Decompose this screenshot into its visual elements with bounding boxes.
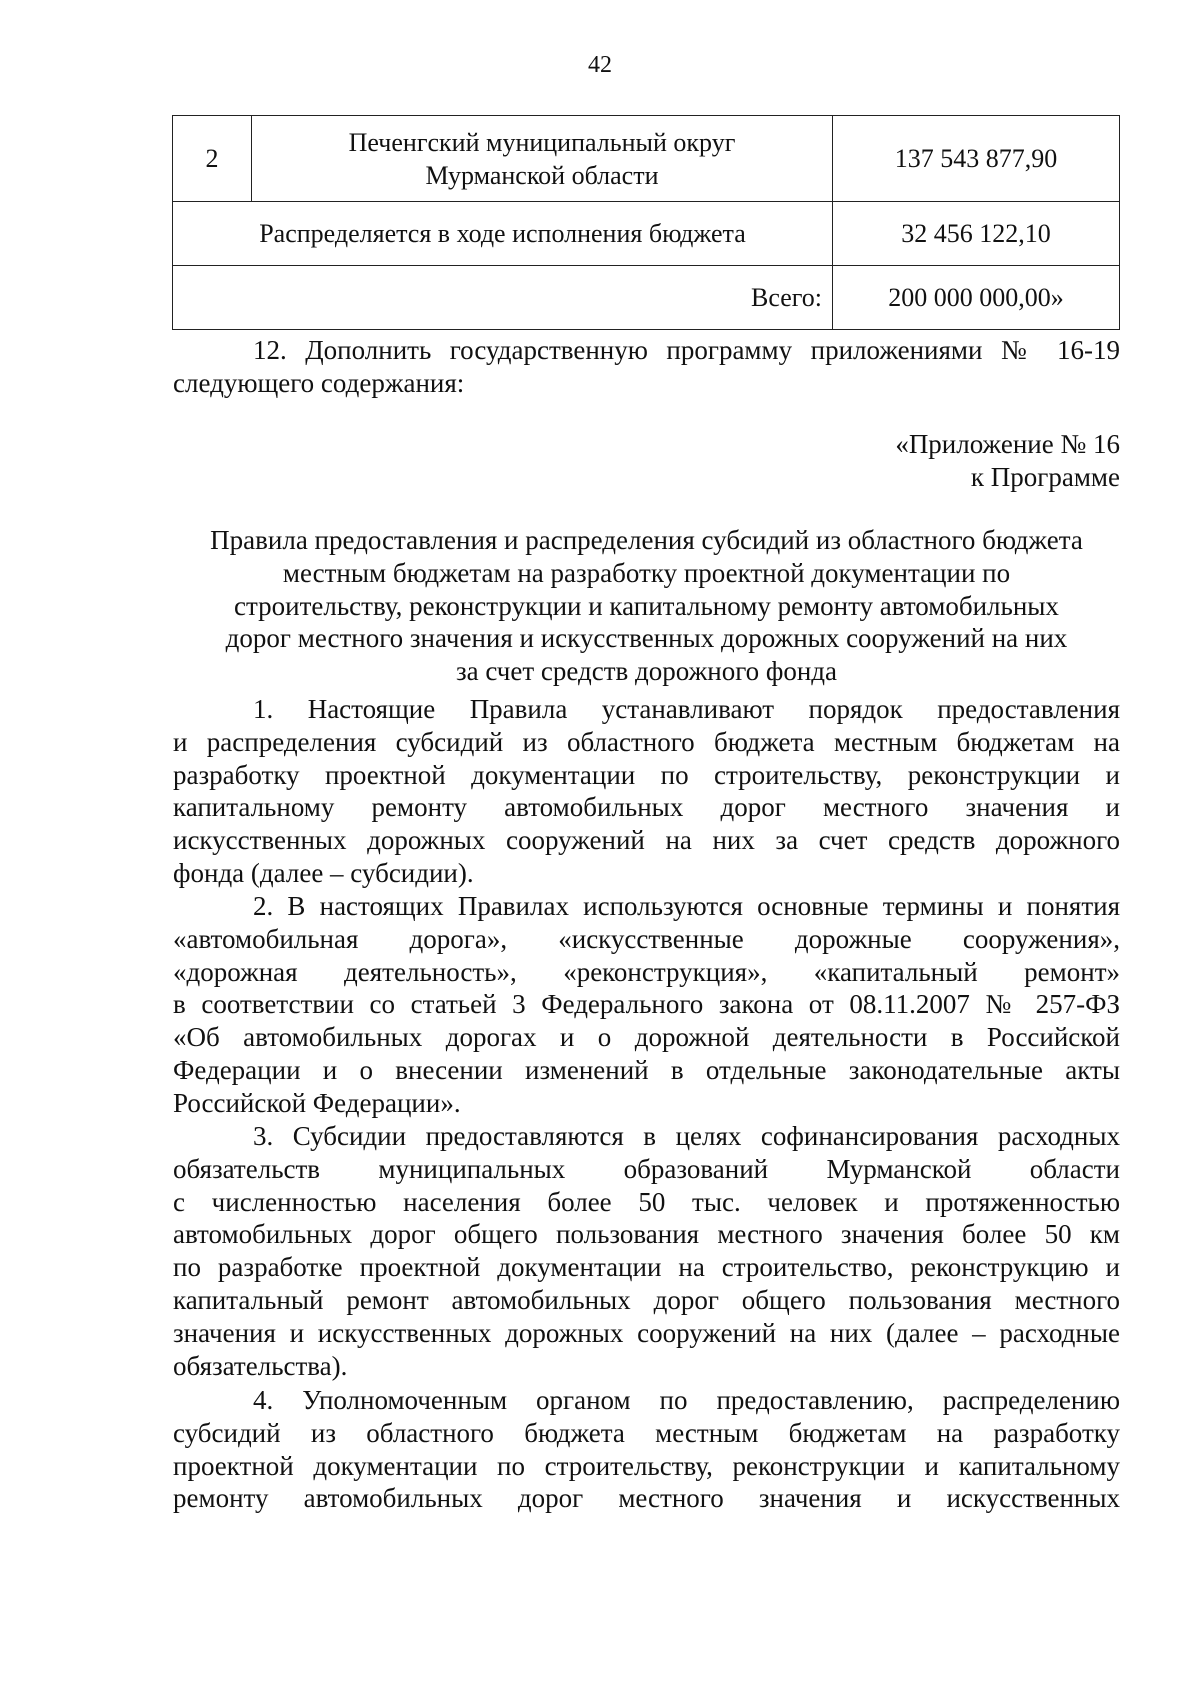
table-row xyxy=(173,266,1120,330)
municipality-name-line: Печенгский муниципальный округ xyxy=(348,127,736,157)
paragraph-line: субсидий из областного бюджета местным бюджетам на разработку xyxy=(173,1417,1120,1448)
paragraph-line: с численностью населения более 50 тыс. человек и протяженностью xyxy=(173,1186,1120,1217)
title-line: местным бюджетам на разработку проектной документации по xyxy=(282,557,1011,588)
paragraph-line: по разработке проектной документации на строительство, реконструкцию и xyxy=(173,1252,1120,1283)
paragraph-line: и распределения субсидий из областного бюджета местным бюджетам на xyxy=(173,726,1120,757)
municipality-name-cell xyxy=(252,116,833,202)
amount-cell: 137 543 877,90 xyxy=(833,116,1120,202)
paragraph-line: искусственных дорожных сооружений на них за счет средств дорожного xyxy=(173,825,1120,856)
allocation-table xyxy=(172,115,1120,330)
paragraph-line: Федерации и о внесении изменений в отдельные законодательные акты xyxy=(173,1054,1120,1085)
appendix-line: «Приложение № 16 xyxy=(895,429,1120,459)
amount-cell: 32 456 122,10 xyxy=(833,202,1120,266)
paragraph-3 xyxy=(173,1120,1120,1382)
title-line: строительству, реконструкции и капитальному ремонту автомобильных xyxy=(234,590,1059,621)
paragraph-line: проектной документации по строительству, реконструкции и капитальному xyxy=(173,1450,1120,1481)
total-amount-cell: 200 000 000,00» xyxy=(833,266,1120,330)
appendix-line: к Программе xyxy=(970,461,1120,492)
paragraph-line: 12. Дополнить государственную программу приложениями № 16-19 xyxy=(253,335,1120,365)
title-line: дорог местного значения и искусственных дорожных сооружений на них xyxy=(225,623,1068,654)
paragraph-line: «автомобильная дорога», «искусственные дорожные сооружения», xyxy=(173,923,1120,954)
table-row xyxy=(173,202,1120,266)
paragraph-line: фонда (далее – субсидии). xyxy=(173,857,474,888)
paragraph-4 xyxy=(173,1384,1120,1515)
municipality-name-line: Мурманской области xyxy=(425,160,659,190)
paragraph-line: 1. Настоящие Правила устанавливают порядок предоставления xyxy=(253,694,1120,724)
title-line: за счет средств дорожного фонда xyxy=(455,656,838,687)
paragraph-line: в соответствии со статьей 3 Федерального закона от 08.11.2007 № 257-ФЗ xyxy=(173,989,1120,1020)
table-row xyxy=(173,116,1120,202)
allocation-table-wrapper xyxy=(172,115,1120,330)
paragraph-2 xyxy=(173,890,1120,1120)
item-12-paragraph xyxy=(173,334,1120,400)
paragraph-line: 2. В настоящих Правилах используются основные термины и понятия xyxy=(253,891,1120,921)
rules-title xyxy=(173,524,1120,688)
paragraph-line: обязательства). xyxy=(173,1350,348,1381)
paragraph-line: ремонту автомобильных дорог местного значения и искусственных xyxy=(173,1483,1120,1514)
paragraph-line: капитальному ремонту автомобильных дорог местного значения и xyxy=(173,792,1120,823)
paragraph-line: капитальный ремонт автомобильных дорог общего пользования местного xyxy=(173,1284,1120,1315)
row-number-cell: 2 xyxy=(173,116,252,202)
paragraph-line: автомобильных дорог общего пользования местного значения более 50 км xyxy=(173,1219,1120,1250)
paragraph-line: «дорожная деятельность», «реконструкция», «капитальный ремонт» xyxy=(173,956,1120,987)
paragraph-line: следующего содержания: xyxy=(173,367,465,398)
total-label-cell: Всего: xyxy=(173,266,833,330)
paragraph-line: обязательств муниципальных образований Мурманской области xyxy=(173,1153,1120,1184)
title-line: Правила предоставления и распределения субсидий из областного бюджета xyxy=(210,525,1083,555)
appendix-caption xyxy=(173,428,1120,494)
page-number: 42 xyxy=(588,52,612,78)
paragraph-line: 4. Уполномоченным органом по предоставлению, распределению xyxy=(253,1385,1120,1415)
paragraph-line: Российской Федерации». xyxy=(173,1087,461,1118)
paragraph-1 xyxy=(173,693,1120,890)
distributed-label-cell: Распределяется в ходе исполнения бюджета xyxy=(173,202,833,266)
paragraph-line: разработку проектной документации по строительству, реконструкции и xyxy=(173,759,1120,790)
paragraph-line: значения и искусственных дорожных сооружений на них (далее – расходные xyxy=(173,1317,1120,1348)
paragraph-line: «Об автомобильных дорогах и о дорожной деятельности в Российской xyxy=(173,1022,1120,1053)
paragraph-line: 3. Субсидии предоставляются в целях софинансирования расходных xyxy=(253,1121,1120,1151)
